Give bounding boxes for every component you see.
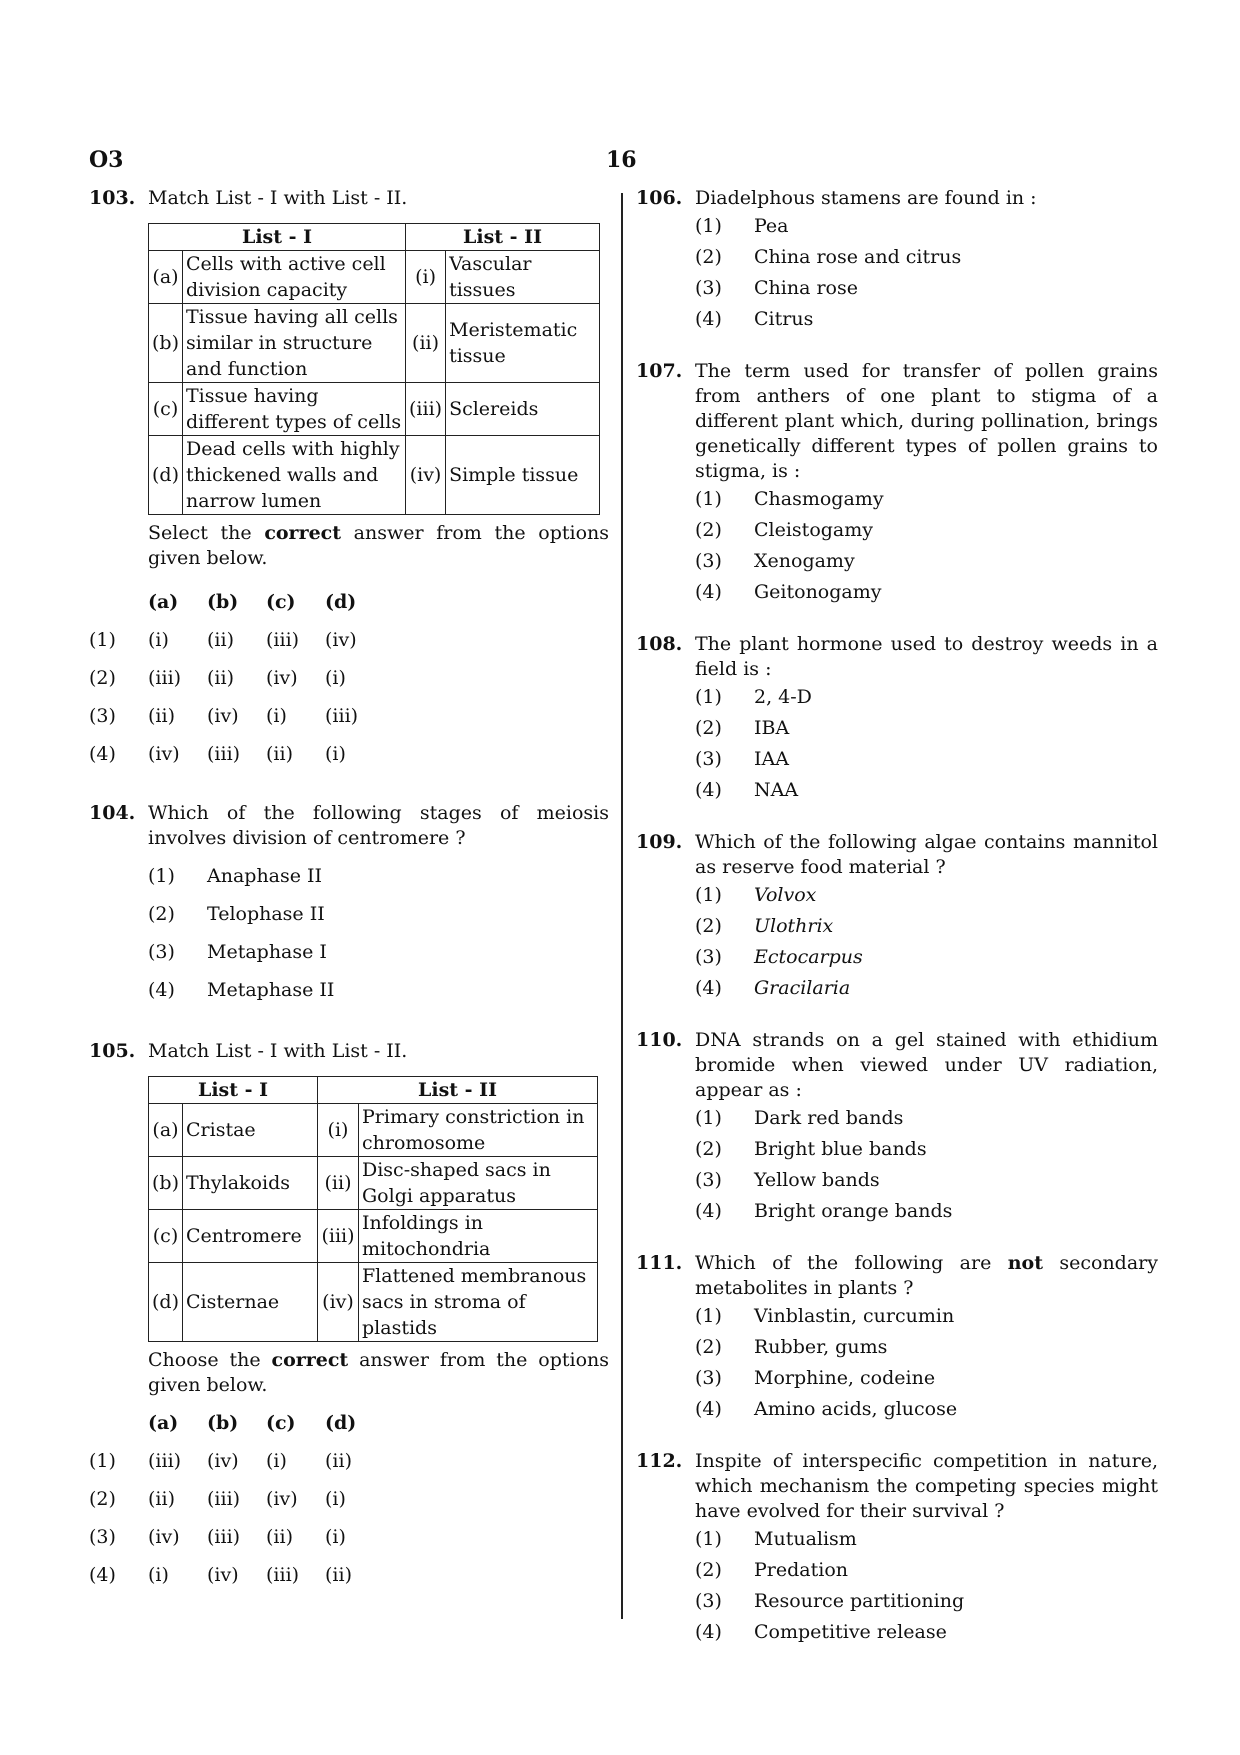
question-stem: Match List - I with List - II. [148, 1040, 408, 1062]
question-number: 110. [636, 1029, 683, 1051]
list-1-item: Tissue having different types of cells [183, 383, 406, 436]
answer-cell: (i) [148, 628, 169, 651]
question-stem: Which of the following stages of meiosis involves division of centromere ? [148, 802, 609, 849]
answer-cell: (ii) [266, 1525, 293, 1548]
option-2[interactable]: (2) IBA [695, 717, 790, 739]
option-3[interactable]: (3) Resource partitioning [695, 1590, 965, 1612]
option-3[interactable]: (3) Ectocarpus [695, 946, 863, 968]
option-number[interactable]: (2) [89, 666, 116, 689]
question-number: 107. [636, 360, 683, 382]
answer-cell: (iii) [266, 1563, 300, 1586]
option-2[interactable]: (2) Telophase II [148, 902, 325, 925]
option-3[interactable]: (3) Yellow bands [695, 1169, 880, 1191]
table-row [149, 1263, 598, 1342]
instruction: Select the correct answer from the options given below. [148, 522, 609, 569]
list-2-item: Meristematic tissue [446, 304, 600, 383]
list-1-item: Tissue having all cells similar in structure and function [183, 304, 406, 383]
answer-cell: (iii) [148, 1449, 182, 1472]
option-number[interactable]: (1) [89, 628, 116, 651]
row-label: (b) [149, 304, 183, 383]
question-number: 106. [636, 187, 683, 209]
option-number[interactable]: (3) [89, 1525, 116, 1548]
option-4[interactable]: (4) Bright orange bands [695, 1200, 953, 1222]
list-2-item: Disc-shaped sacs in Golgi apparatus [359, 1157, 598, 1210]
answer-cell: (ii) [148, 1487, 175, 1510]
answer-cell: (iii) [207, 742, 241, 765]
row-label: (d) [149, 1263, 183, 1342]
list-1-item: Centromere [183, 1210, 318, 1263]
option-4[interactable]: (4) Amino acids, glucose [695, 1398, 958, 1420]
option-3[interactable]: (3) Morphine, codeine [695, 1367, 936, 1389]
answer-cell: (iii) [325, 704, 359, 727]
instruction: Choose the correct answer from the options given below. [148, 1349, 609, 1396]
option-1[interactable]: (1) Pea [695, 215, 789, 237]
answer-cell: (iii) [207, 1525, 241, 1548]
option-1[interactable]: (1) 2, 4-D [695, 686, 812, 708]
answer-cell: (iv) [207, 1563, 239, 1586]
row-label: (b) [149, 1157, 183, 1210]
answer-cell: (i) [266, 704, 287, 727]
option-1[interactable]: (1) Mutualism [695, 1528, 857, 1550]
list-1-header: List - I [149, 224, 406, 251]
question-number: 112. [636, 1450, 683, 1472]
option-number[interactable]: (2) [89, 1487, 116, 1510]
table-row [149, 1157, 598, 1210]
row-label: (ii) [406, 304, 446, 383]
row-label: (iii) [406, 383, 446, 436]
option-1[interactable]: (1) Vinblastin, curcumin [695, 1305, 955, 1327]
answer-cell: (i) [148, 1563, 169, 1586]
option-number[interactable]: (1) [89, 1449, 116, 1472]
option-4[interactable]: (4) Citrus [695, 308, 814, 330]
col-header: (b) [207, 1411, 239, 1434]
question-111 [636, 1251, 1158, 1425]
question-number: 103. [89, 187, 136, 209]
right-column [636, 186, 1158, 1672]
row-label: (a) [149, 1104, 183, 1157]
row-label: (d) [149, 436, 183, 515]
col-header: (d) [325, 1411, 357, 1434]
row-label: (c) [149, 1210, 183, 1263]
option-2[interactable]: (2) Ulothrix [695, 915, 834, 937]
list-2-item: Vascular tissues [446, 251, 600, 304]
option-3[interactable]: (3) China rose [695, 277, 858, 299]
answer-cell: (i) [325, 1487, 346, 1510]
paper-code: O3 [89, 147, 124, 173]
question-108 [636, 632, 1158, 806]
answer-cell: (ii) [325, 1563, 352, 1586]
question-number: 105. [89, 1040, 136, 1062]
question-stem: The term used for transfer of pollen grains from anthers of one plant to stigma of a different plant which, during pollination, brings genetically different types of pollen grains to stigma, is : [695, 360, 1158, 482]
answer-cell: (iv) [207, 704, 239, 727]
list-2-item: Sclereids [446, 383, 600, 436]
answer-cell: (iii) [148, 666, 182, 689]
answer-cell: (iii) [207, 1487, 241, 1510]
list-2-header: List - II [318, 1077, 598, 1104]
list-2-header: List - II [406, 224, 600, 251]
col-header: (a) [148, 590, 179, 613]
row-label: (i) [318, 1104, 359, 1157]
list-1-item: Cells with active cell division capacity [183, 251, 406, 304]
option-2[interactable]: (2) Bright blue bands [695, 1138, 927, 1160]
question-105 [89, 1039, 609, 1398]
list-1-item: Cristae [183, 1104, 318, 1157]
table-row [149, 383, 600, 436]
question-104 [89, 801, 609, 1009]
answer-cell: (i) [325, 666, 346, 689]
list-2-item: Flattened membranous sacs in stroma of plastids [359, 1263, 598, 1342]
question-number: 104. [89, 802, 136, 824]
option-1[interactable]: (1) Dark red bands [695, 1107, 904, 1129]
option-4[interactable]: (4) Gracilaria [695, 977, 851, 999]
option-4[interactable]: (4) Metaphase II [148, 978, 335, 1001]
table-row [149, 251, 600, 304]
question-stem: Inspite of interspecific competition in nature, which mechanism the competing species might have evolved for their survival ? [695, 1450, 1158, 1522]
option-4[interactable]: (4) NAA [695, 779, 799, 801]
option-2[interactable]: (2) China rose and citrus [695, 246, 962, 268]
row-label: (ii) [318, 1157, 359, 1210]
answer-cell: (ii) [148, 704, 175, 727]
question-stem: Which of the following are not secondary metabolites in plants ? [695, 1252, 1158, 1299]
match-table [148, 223, 600, 515]
row-label: (c) [149, 383, 183, 436]
option-1[interactable]: (1) Chasmogamy [695, 488, 884, 510]
answer-grid [89, 1404, 609, 1594]
answer-cell: (ii) [325, 1449, 352, 1472]
row-label: (iv) [318, 1263, 359, 1342]
answer-cell: (iv) [207, 1449, 239, 1472]
option-3[interactable]: (3) Metaphase I [148, 940, 327, 963]
row-label: (i) [406, 251, 446, 304]
option-number[interactable]: (3) [89, 704, 116, 727]
question-stem: Diadelphous stamens are found in : [695, 187, 1037, 209]
option-2[interactable]: (2) Predation [695, 1559, 848, 1581]
table-row [149, 304, 600, 383]
row-label: (iv) [406, 436, 446, 515]
question-stem: Which of the following algae contains mannitol as reserve food material ? [695, 831, 1158, 878]
option-4[interactable]: (4) Competitive release [695, 1621, 947, 1643]
question-stem: DNA strands on a gel stained with ethidium bromide when viewed under UV radiation, appear as : [695, 1029, 1158, 1101]
option-2[interactable]: (2) Rubber, gums [695, 1336, 888, 1358]
list-2-item: Infoldings in mitochondria [359, 1210, 598, 1263]
col-header: (c) [266, 1411, 296, 1434]
question-stem: Match List - I with List - II. [148, 187, 408, 209]
question-109 [636, 830, 1158, 1004]
question-stem: The plant hormone used to destroy weeds in a field is : [695, 633, 1158, 680]
question-number: 108. [636, 633, 683, 655]
question-112 [636, 1449, 1158, 1648]
col-header: (d) [325, 590, 357, 613]
question-number: 109. [636, 831, 683, 853]
list-1-item: Cisternae [183, 1263, 318, 1342]
match-table [148, 1076, 598, 1342]
list-2-item: Primary constriction in chromosome [359, 1104, 598, 1157]
col-header: (b) [207, 590, 239, 613]
answer-cell: (iv) [325, 628, 357, 651]
option-2[interactable]: (2) Cleistogamy [695, 519, 874, 541]
left-column [89, 186, 609, 1594]
option-3[interactable]: (3) Xenogamy [695, 550, 855, 572]
question-number: 111. [636, 1252, 683, 1274]
option-1[interactable]: (1) Anaphase II [148, 864, 323, 887]
answer-cell: (ii) [207, 666, 234, 689]
answer-cell: (iii) [266, 628, 300, 651]
list-1-item: Thylakoids [183, 1157, 318, 1210]
answer-grid [89, 583, 609, 773]
question-103 [89, 186, 609, 571]
answer-cell: (ii) [207, 628, 234, 651]
list-1-header: List - I [149, 1077, 318, 1104]
answer-cell: (i) [325, 742, 346, 765]
option-number[interactable]: (4) [89, 742, 116, 765]
question-107 [636, 359, 1158, 608]
table-row [149, 1210, 598, 1263]
table-row [149, 1104, 598, 1157]
question-110 [636, 1028, 1158, 1227]
table-row [149, 436, 600, 515]
list-1-item: Dead cells with highly thickened walls and narrow lumen [183, 436, 406, 515]
option-number[interactable]: (4) [89, 1563, 116, 1586]
page-number: 16 [606, 147, 637, 173]
answer-cell: (iv) [266, 1487, 298, 1510]
answer-cell: (iv) [148, 1525, 180, 1548]
list-2-item: Simple tissue [446, 436, 600, 515]
option-1[interactable]: (1) Volvox [695, 884, 817, 906]
option-3[interactable]: (3) IAA [695, 748, 789, 770]
col-header: (c) [266, 590, 296, 613]
answer-cell: (ii) [266, 742, 293, 765]
answer-cell: (i) [266, 1449, 287, 1472]
row-label: (iii) [318, 1210, 359, 1263]
option-4[interactable]: (4) Geitonogamy [695, 581, 882, 603]
column-divider [621, 193, 623, 1619]
answer-cell: (iv) [266, 666, 298, 689]
col-header: (a) [148, 1411, 179, 1434]
row-label: (a) [149, 251, 183, 304]
question-106 [636, 186, 1158, 335]
answer-cell: (iv) [148, 742, 180, 765]
answer-cell: (i) [325, 1525, 346, 1548]
